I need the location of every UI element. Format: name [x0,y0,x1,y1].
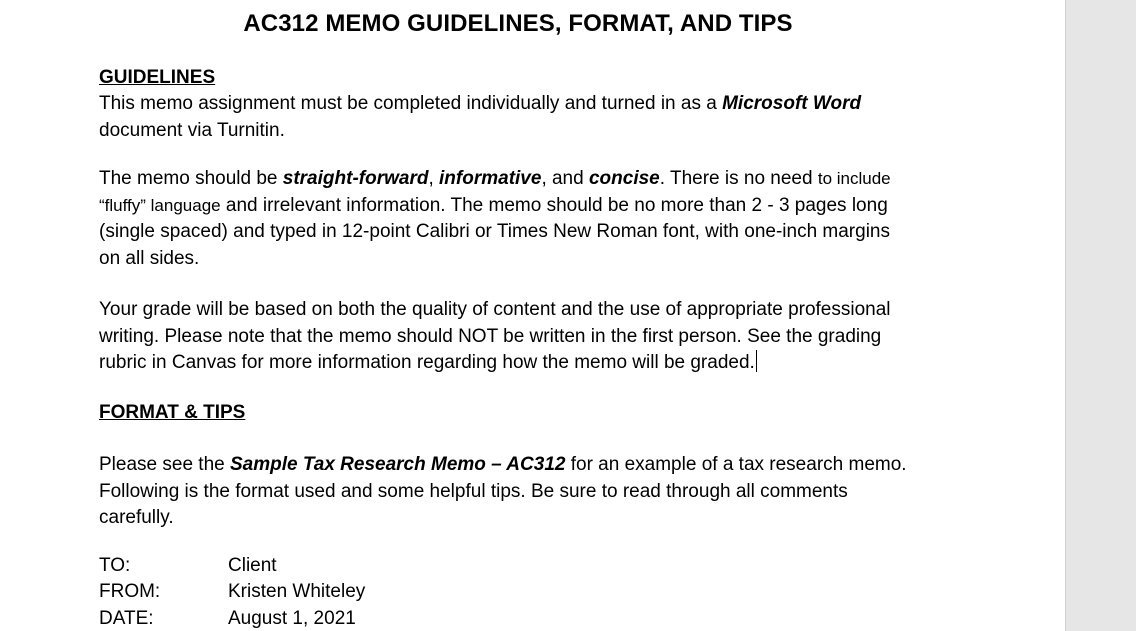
memo-label: DATE: [99,608,154,629]
text-run: rubric in Canvas for more information regarding how the memo will be graded. [99,352,755,373]
memo-label: FROM: [99,581,161,602]
text-cursor [756,350,757,372]
paragraph-line: on all sides. [99,247,200,269]
text-run: and irrelevant information. The memo should be no more than 2 - 3 pages long [220,194,888,216]
guidelines-paragraph-2 [99,166,949,272]
text-run: to include [817,169,891,188]
guidelines-paragraph-1 [99,91,949,144]
paragraph-line: Following is the format used and some helpful tips. Be sure to read through all comments [99,480,848,502]
paragraph-line [99,166,949,193]
text-run: The memo should be [99,168,283,189]
paragraph-line: carefully. [99,507,174,528]
text-run: Please see the [99,454,230,475]
text-run: . There is no need [659,168,818,189]
emphasis-text: informative [439,168,542,189]
paragraph-line: Your grade will be based on both the quality of content and the use of appropriate professional [99,299,891,320]
paragraph-line [99,350,949,377]
emphasis-text: concise [588,168,660,189]
guidelines-heading: GUIDELINES [99,67,216,88]
text-run: , and [541,168,589,189]
emphasis-text: straight-forward [282,168,429,189]
memo-value: Client [228,555,277,576]
text-run: , [428,168,440,189]
guidelines-paragraph-3 [99,297,949,377]
memo-value: Kristen Whiteley [228,581,366,602]
memo-label: TO: [99,555,131,576]
memo-value: August 1, 2021 [228,608,356,629]
paragraph-line [99,452,949,479]
text-run: “fluffy” language [99,195,221,215]
format-tips-heading: FORMAT & TIPS [99,402,246,423]
workspace-margin [1066,0,1136,631]
emphasis-text: Microsoft Word [722,93,862,114]
document-title: AC312 MEMO GUIDELINES, FORMAT, AND TIPS [243,10,793,37]
text-run: for an example of a tax research memo. [565,454,907,475]
emphasis-text: Sample Tax Research Memo – AC312 [229,454,566,475]
paragraph-line: document via Turnitin. [99,119,285,141]
paragraph-line: (single spaced) and typed in 12-point Calibri or Times New Roman font, with one-inch margins [99,221,890,242]
text-run: This memo assignment must be completed individually and turned in as a [99,93,723,114]
paragraph-line [99,91,949,118]
paragraph-line [99,193,949,220]
format-tips-paragraph-1 [99,452,949,532]
paragraph-line: writing. Please note that the memo should NOT be written in the first person. See the grading [99,325,882,347]
